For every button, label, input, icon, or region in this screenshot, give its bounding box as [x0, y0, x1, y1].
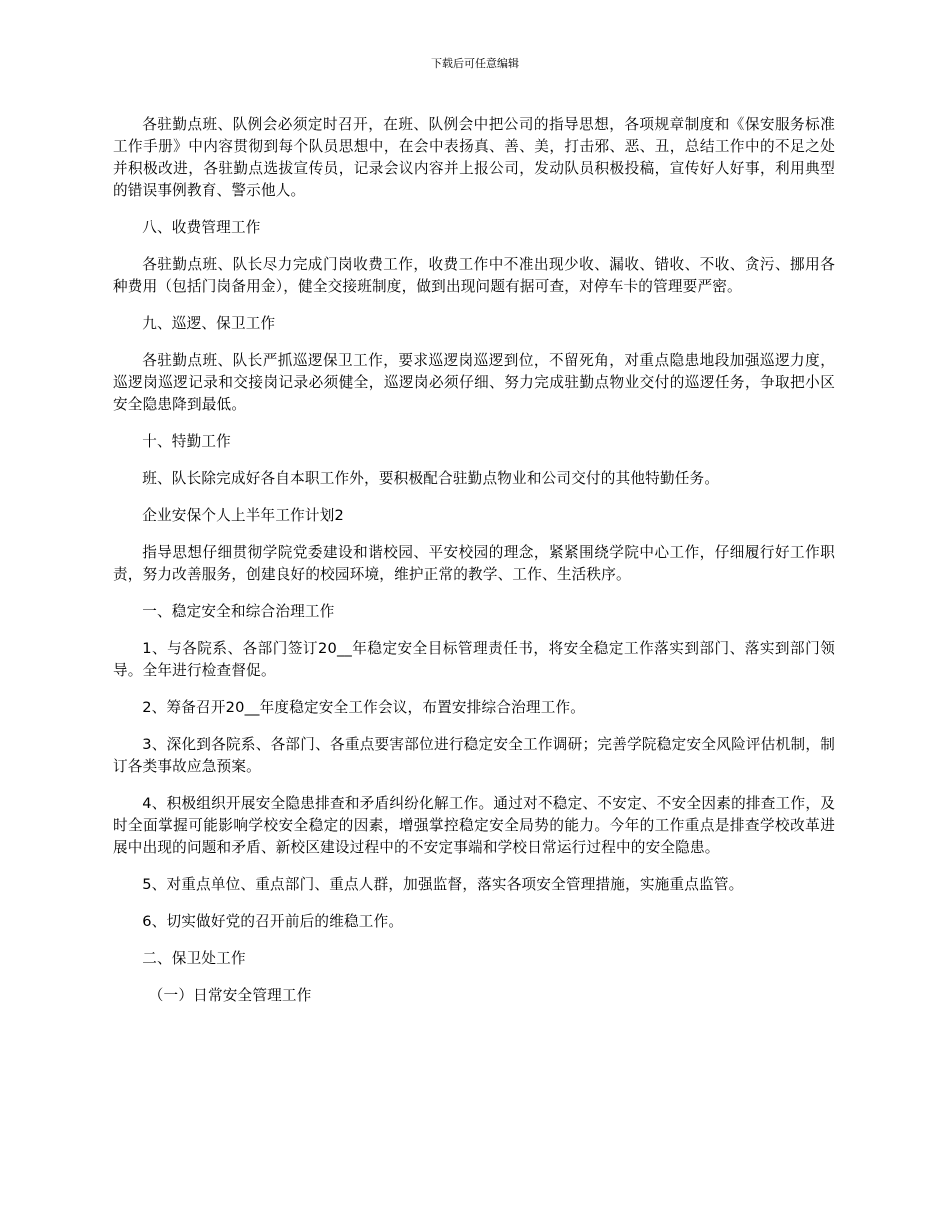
paragraph-meeting-rules: 各驻勤点班、队例会必须定时召开，在班、队例会中把公司的指导思想，各项规章制度和《保安服务标准工作手册》中内容贯彻到每个队员思想中，在会中表扬真、善、美，打击邪、恶、丑，总结工作中的不足之处并积极改进，各驻勤点选拔宣传员，记录会议内容并上报公司，发动队员积极投稿，宣传好人好事，利用典型的错误事例教育、警示他人。	[113, 116, 835, 199]
document-subtitle: 企业安保个人上半年工作计划2	[142, 507, 344, 524]
section-heading-10: 十、特勤工作	[142, 433, 231, 450]
paragraph-fee-management: 各驻勤点班、队长尽力完成门岗收费工作，收费工作中不准出现少收、漏收、错收、不收、贪污、挪用各种费用（包括门岗备用金），健全交接班制度，做到出现问题有据可查，对停车卡的管理要严密。	[113, 256, 835, 295]
section-heading-1: 一、稳定安全和综合治理工作	[142, 603, 335, 620]
document-body	[113, 114, 835, 1022]
section-heading-2: 二、保卫处工作	[142, 950, 246, 967]
list-item-5: 5、对重点单位、重点部门、重点人群，加强监督，落实各项安全管理措施，实施重点监管。	[142, 876, 744, 893]
list-item-1: 1、与各院系、各部门签订20__年稳定安全目标管理责任书，将安全稳定工作落实到部门、落实到部门领导。全年进行检查督促。	[113, 640, 835, 679]
page-header: 下载后可任意编辑	[431, 57, 519, 70]
list-item-3: 3、深化到各院系、各部门、各重点要害部位进行稳定安全工作调研；完善学院稳定安全风险评估机制，制订各类事故应急预案。	[113, 736, 835, 775]
subsection-heading-1: （一）日常安全管理工作	[148, 987, 312, 1004]
section-heading-8: 八、收费管理工作	[142, 219, 261, 236]
list-item-2: 2、筹备召开20__年度稳定安全工作会议，布置安排综合治理工作。	[142, 699, 586, 716]
list-item-4: 4、积极组织开展安全隐患排查和矛盾纠纷化解工作。通过对不稳定、不安定、不安全因素的排查工作，及时全面掌握可能影响学校安全稳定的因素，增强掌控稳定安全局势的能力。今年的工作重点是排查学校改革进展中出现的问题和矛盾、新校区建设过程中的不安定事端和学校日常运行过程中的安全隐患。	[113, 795, 835, 856]
paragraph-special-duty: 班、队长除完成好各自本职工作外，要积极配合驻勤点物业和公司交付的其他特勤任务。	[142, 470, 720, 487]
list-item-6: 6、切实做好党的召开前后的维稳工作。	[142, 913, 404, 930]
paragraph-guiding-thought: 指导思想仔细贯彻学院党委建设和谐校园、平安校园的理念，紧紧围绕学院中心工作，仔细履行好工作职责，努力改善服务，创建良好的校园环境，维护正常的教学、工作、生活秩序。	[113, 544, 835, 583]
paragraph-patrol: 各驻勤点班、队长严抓巡逻保卫工作，要求巡逻岗巡逻到位，不留死角，对重点隐患地段加强巡逻力度，巡逻岗巡逻记录和交接岗记录必须健全，巡逻岗必须仔细、努力完成驻勤点物业交付的巡逻任务，争取把小区安全隐患降到最低。	[113, 352, 835, 413]
section-heading-9: 九、巡逻、保卫工作	[142, 315, 276, 332]
